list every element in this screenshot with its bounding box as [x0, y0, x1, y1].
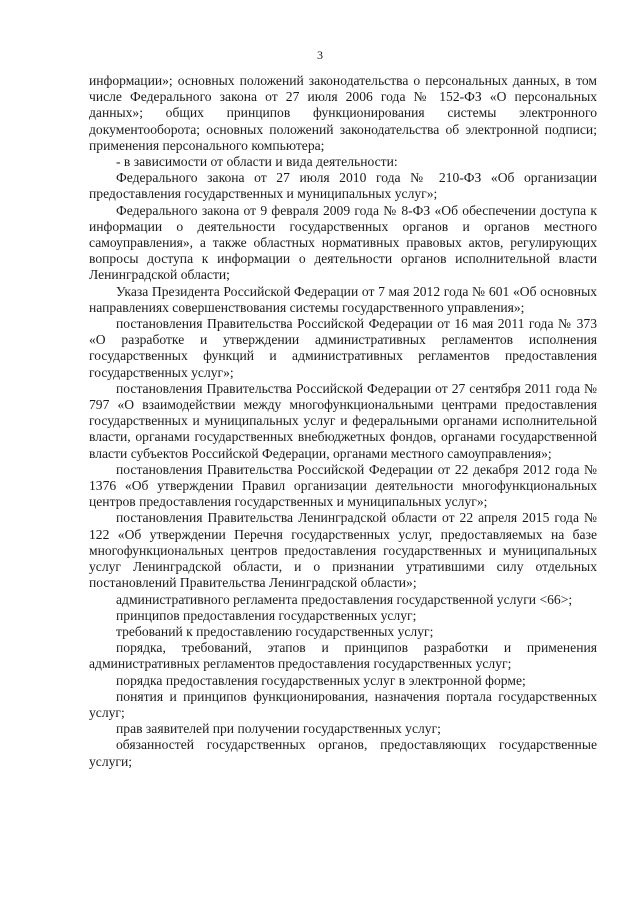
document-body: [89, 73, 597, 770]
paragraph: понятия и принципов функционирования, назначения портала государственных услуг;: [89, 688, 597, 720]
paragraph: постановления Правительства Российской Федерации от 27 сентября 2011 года № 797 «О взаимодействии между многофункциональными центрами предоставления государственных и муниципальных услуг и федеральными органами исполнительной власти, органами государственных внебюджетных фондов, органами государственной власти субъектов Российской Федерации, органами местного самоуправления»;: [89, 380, 597, 461]
paragraph: информации»; основных положений законодательства о персональных данных, в том числе Федерального закона от 27 июля 2006 года № 152-ФЗ «О персональных данных»; общих принципов функционирования системы электронного документооборота; основных положений законодательства об электронной подписи; применения персонального компьютера;: [89, 73, 597, 153]
paragraph: прав заявителей при получении государственных услуг;: [116, 721, 441, 737]
paragraph: обязанностей государственных органов, предоставляющих государственные услуги;: [89, 737, 597, 769]
paragraph: постановления Правительства Российской Федерации от 22 декабря 2012 года № 1376 «Об утверждении Правил организации деятельности многофункциональных центров предоставления государственных и муниципальных услуг»;: [89, 461, 597, 510]
paragraph: порядка, требований, этапов и принципов разработки и применения административных регламентов предоставления государственных услуг;: [89, 640, 597, 672]
paragraph: требований к предоставлению государственных услуг;: [116, 623, 434, 639]
paragraph: принципов предоставления государственных услуг;: [116, 607, 417, 623]
paragraph: постановления Правительства Российской Федерации от 16 мая 2011 года № 373 «О разработке и утверждении административных регламентов исполнения государственных функций и административных регламентов предоставления государственных услуг»;: [89, 316, 597, 380]
paragraph: - в зависимости от области и вида деятельности:: [116, 154, 398, 170]
page-number: 3: [317, 48, 323, 62]
paragraph: административного регламента предоставления государственной услуги <66>;: [116, 591, 573, 607]
paragraph: постановления Правительства Ленинградской области от 22 апреля 2015 года № 122 «Об утверждении Перечня государственных услуг, предоставляемых на базе многофункциональных центров предоставления государственных и муниципальных услуг Ленинградской области, и о признании утратившими силу отдельных постановлений Правительства Ленинградской области»;: [89, 510, 597, 591]
paragraph: порядка предоставления государственных услуг в электронной форме;: [116, 672, 526, 688]
paragraph: Указа Президента Российской Федерации от 7 мая 2012 года № 601 «Об основных направлениях совершенствования системы государственного управления»;: [89, 283, 597, 315]
paragraph: Федерального закона от 9 февраля 2009 года № 8-ФЗ «Об обеспечении доступа к информации о деятельности государственных органов и органов местного самоуправления», а также областных нормативных правовых актов, регулирующих вопросы доступа к информации о деятельности органов исполнительной власти Ленинградской области;: [89, 202, 597, 283]
paragraph: Федерального закона от 27 июля 2010 года № 210-ФЗ «Об организации предоставления государственных и муниципальных услуг»;: [89, 170, 597, 202]
